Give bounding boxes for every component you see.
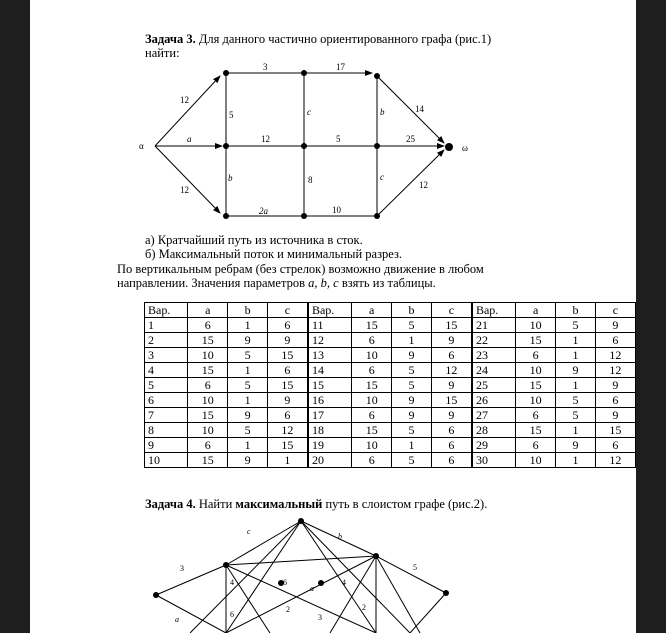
table-header-cell: b (228, 303, 267, 318)
table-cell: 12 (267, 423, 308, 438)
task3-title-line1 (145, 32, 491, 47)
task3-note-line2 (117, 276, 436, 291)
table-row (145, 438, 636, 453)
table-cell: 7 (145, 408, 188, 423)
table-cell: 28 (472, 423, 516, 438)
edge-label-top-sink: 14 (415, 104, 424, 114)
table-cell: 23 (472, 348, 516, 363)
table-cell: 1 (228, 318, 267, 333)
task4-title-text2: путь в слоистом графе (рис.2). (325, 497, 488, 511)
task3-note-line1: По вертикальным ребрам (без стрелок) возможно движение в любом (117, 262, 484, 276)
table-cell: 9 (392, 348, 431, 363)
node-bot-mid (301, 213, 307, 219)
table-cell: 15 (188, 363, 228, 378)
table-row (145, 408, 636, 423)
g2-label-4: 4 (230, 578, 234, 587)
table-cell: 15 (516, 378, 556, 393)
table-cell: 9 (431, 408, 472, 423)
table-cell: 1 (556, 453, 595, 468)
table-cell: 26 (472, 393, 516, 408)
table-cell: 6 (188, 438, 228, 453)
table-cell: 9 (595, 408, 635, 423)
node-top-mid (301, 70, 307, 76)
table-cell: 5 (228, 423, 267, 438)
table-cell: 9 (431, 378, 472, 393)
table-cell: 6 (352, 333, 392, 348)
document-page (30, 0, 636, 633)
table-header-cell: b (556, 303, 595, 318)
table-cell: 15 (516, 423, 556, 438)
table-cell: 10 (145, 453, 188, 468)
table-cell: 5 (556, 408, 595, 423)
table-cell: 25 (472, 378, 516, 393)
edge-label-mid-1: 12 (261, 134, 270, 144)
edge-label-vert-mb: 8 (308, 175, 313, 185)
table-cell: 11 (308, 318, 352, 333)
table-cell: 15 (516, 333, 556, 348)
table-cell: 10 (188, 393, 228, 408)
node-mid-mid (301, 143, 307, 149)
table-cell: 1 (556, 348, 595, 363)
table-cell: 12 (595, 453, 635, 468)
edge-label-src-mid: a (187, 134, 192, 144)
g2-label-9: 6 (230, 610, 234, 619)
table-cell: 1 (145, 318, 188, 333)
node-bot-left (223, 213, 229, 219)
g2-label-5: 6 (283, 578, 287, 587)
table-cell: 5 (392, 378, 431, 393)
g2-label-11: 2 (362, 603, 366, 612)
edge-label-vert-lt: 5 (229, 110, 234, 120)
table-cell: 5 (392, 453, 431, 468)
edge-label-src-top: 12 (180, 95, 189, 105)
table-cell: 1 (267, 453, 308, 468)
table-cell: 10 (516, 453, 556, 468)
table-cell: 14 (308, 363, 352, 378)
table-cell: 9 (595, 378, 635, 393)
table-cell: 6 (352, 453, 392, 468)
note-text-end: взять из таблицы. (341, 276, 436, 290)
node-label-source: α (139, 141, 144, 151)
task4-title-emph: максимальный (235, 497, 323, 511)
g2-label-13: 3 (318, 613, 322, 622)
table-cell: 5 (228, 378, 267, 393)
node-mid-left (223, 143, 229, 149)
table-row (145, 423, 636, 438)
table-cell: 22 (472, 333, 516, 348)
node-bot-right (374, 213, 380, 219)
edge-label-vert-rt: b (380, 107, 385, 117)
table-cell: 10 (516, 393, 556, 408)
table-cell: 30 (472, 453, 516, 468)
table-cell: 1 (228, 438, 267, 453)
task4-title-text1: Найти (198, 497, 233, 511)
table-cell: 15 (431, 318, 472, 333)
table-cell: 6 (516, 408, 556, 423)
table-cell: 1 (392, 333, 431, 348)
table-cell: 5 (556, 393, 595, 408)
table-row (145, 318, 636, 333)
table-cell: 3 (145, 348, 188, 363)
table-cell: 9 (267, 393, 308, 408)
table-cell: 6 (352, 408, 392, 423)
table-header-row (145, 303, 636, 318)
table-cell: 10 (516, 363, 556, 378)
table-row (145, 348, 636, 363)
edge-label-vert-rb: c (380, 172, 384, 182)
table-cell: 29 (472, 438, 516, 453)
table-cell: 6 (595, 333, 635, 348)
table-cell: 27 (472, 408, 516, 423)
table-row (145, 333, 636, 348)
task3-title-text: Для данного частично ориентированного графа (рис.1) (198, 32, 492, 46)
edge-label-vert-mt: c (307, 107, 311, 117)
table-cell: 1 (556, 378, 595, 393)
table-cell: 12 (431, 363, 472, 378)
table-cell: 5 (228, 348, 267, 363)
graph-figure-2 (30, 513, 636, 633)
table-cell: 16 (308, 393, 352, 408)
table-cell: 1 (228, 393, 267, 408)
table-cell: 13 (308, 348, 352, 363)
edge-source-bottom (155, 146, 220, 213)
g2-label-3: b (338, 532, 342, 541)
table-header-cell: Вар. (308, 303, 352, 318)
table-cell: 6 (188, 378, 228, 393)
table-header-cell: Вар. (472, 303, 516, 318)
table-cell: 6 (516, 348, 556, 363)
table-cell: 5 (392, 363, 431, 378)
table-row (145, 378, 636, 393)
table-cell: 6 (267, 408, 308, 423)
g2-label-10: 2 (286, 605, 290, 614)
table-cell: 6 (595, 438, 635, 453)
table-header-cell: c (595, 303, 635, 318)
table-cell: 15 (431, 393, 472, 408)
task4-title (145, 497, 487, 512)
edge-label-mid-2: 5 (336, 134, 341, 144)
task3-heading: Задача 3. (145, 32, 196, 46)
table-cell: 15 (352, 378, 392, 393)
table-cell: 9 (556, 363, 595, 378)
table-header-cell: a (352, 303, 392, 318)
table-cell: 1 (392, 438, 431, 453)
table-cell: 6 (595, 393, 635, 408)
table-cell: 15 (308, 378, 352, 393)
table-cell: 6 (431, 348, 472, 363)
table-row (145, 393, 636, 408)
table-cell: 10 (516, 318, 556, 333)
table-cell: 10 (352, 438, 392, 453)
table-cell: 9 (392, 408, 431, 423)
table-cell: 12 (595, 363, 635, 378)
table-cell: 6 (188, 318, 228, 333)
table-cell: 15 (267, 378, 308, 393)
edge-top-sink (377, 76, 444, 143)
table-cell: 9 (228, 453, 267, 468)
task3-item-b: б) Максимальный поток и минимальный разрез. (145, 247, 403, 261)
table-cell: 6 (267, 318, 308, 333)
table-cell: 1 (228, 363, 267, 378)
table-cell: 1 (556, 333, 595, 348)
task3-item-a: а) Кратчайший путь из источника в сток. (145, 233, 363, 247)
table-cell: 15 (267, 348, 308, 363)
table-cell: 15 (188, 333, 228, 348)
edge-label-bot-1: 2a (259, 206, 268, 216)
table-cell: 6 (145, 393, 188, 408)
table-header-cell: c (267, 303, 308, 318)
parameters-table (144, 302, 636, 468)
node-top-right (374, 73, 380, 79)
table-cell: 15 (267, 438, 308, 453)
g2-label-6: a (310, 584, 314, 593)
table-cell: 6 (431, 438, 472, 453)
table-cell: 15 (595, 423, 635, 438)
table-cell: 9 (267, 333, 308, 348)
table-row (145, 453, 636, 468)
edge-label-top-1: 3 (263, 62, 268, 72)
table-cell: 19 (308, 438, 352, 453)
table-header-cell: a (516, 303, 556, 318)
table-cell: 15 (352, 423, 392, 438)
node-sink (445, 143, 453, 151)
table-cell: 9 (431, 333, 472, 348)
table-cell: 6 (352, 363, 392, 378)
g2-label-7: 4 (342, 578, 346, 587)
table-cell: 9 (556, 438, 595, 453)
g2-label-1: 3 (180, 564, 184, 573)
table-cell: 10 (188, 348, 228, 363)
table-cell: 9 (392, 393, 431, 408)
table-cell: 5 (556, 318, 595, 333)
table-header-cell: c (431, 303, 472, 318)
table-cell: 9 (145, 438, 188, 453)
table-header-cell: Вар. (145, 303, 188, 318)
node-top-left (223, 70, 229, 76)
table-cell: 15 (352, 318, 392, 333)
table-cell: 24 (472, 363, 516, 378)
table-cell: 10 (188, 423, 228, 438)
table-cell: 6 (267, 363, 308, 378)
table-cell: 12 (308, 333, 352, 348)
edge-label-bot-sink: 12 (419, 180, 428, 190)
table-cell: 6 (431, 423, 472, 438)
table-header-cell: b (392, 303, 431, 318)
table-cell: 2 (145, 333, 188, 348)
table-cell: 5 (392, 423, 431, 438)
g2-label-8: 5 (413, 563, 417, 572)
table-cell: 21 (472, 318, 516, 333)
table-cell: 6 (516, 438, 556, 453)
table-cell: 5 (145, 378, 188, 393)
table-cell: 9 (228, 333, 267, 348)
g2-label-12: a (175, 615, 179, 624)
table-row (145, 363, 636, 378)
table-cell: 5 (392, 318, 431, 333)
table-cell: 4 (145, 363, 188, 378)
table-cell: 6 (431, 453, 472, 468)
task3-title-line2: найти: (145, 46, 180, 60)
note-text-start: направлении. Значения параметров (117, 276, 306, 290)
table-cell: 9 (228, 408, 267, 423)
table-cell: 18 (308, 423, 352, 438)
table-cell: 15 (188, 453, 228, 468)
table-cell: 17 (308, 408, 352, 423)
table-cell: 1 (556, 423, 595, 438)
table-cell: 15 (188, 408, 228, 423)
edge-label-bot-2: 10 (332, 205, 341, 215)
table-header-cell: a (188, 303, 228, 318)
edge-label-src-bot: 12 (180, 185, 189, 195)
node-mid-right (374, 143, 380, 149)
table-cell: 20 (308, 453, 352, 468)
table-cell: 9 (595, 318, 635, 333)
table-cell: 8 (145, 423, 188, 438)
edge-label-vert-lb: b (228, 173, 233, 183)
note-params: a, b, c (308, 276, 339, 290)
g2-label-2: c (247, 527, 251, 536)
table-cell: 12 (595, 348, 635, 363)
node-label-sink: ω (462, 143, 468, 153)
edge-label-mid-3: 25 (406, 134, 415, 144)
edge-label-top-2: 17 (336, 62, 345, 72)
table-cell: 10 (352, 348, 392, 363)
edge-bot-sink (377, 150, 444, 216)
task4-heading: Задача 4. (145, 497, 196, 511)
table-cell: 10 (352, 393, 392, 408)
